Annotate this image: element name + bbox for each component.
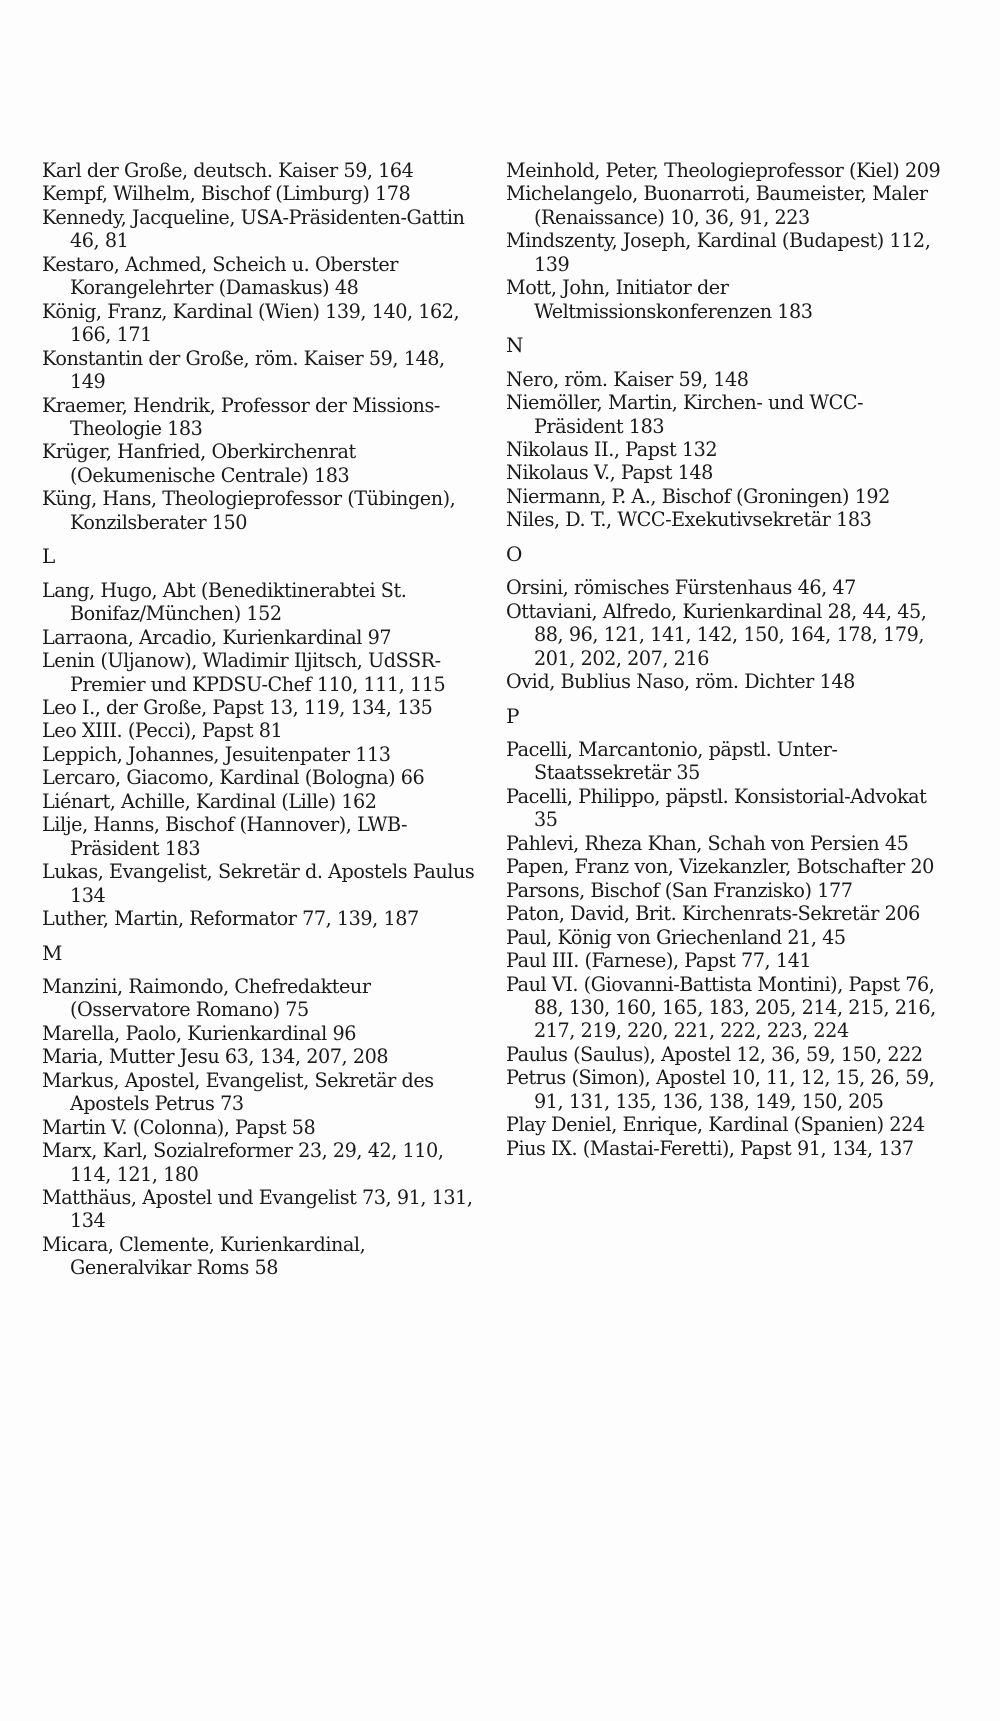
index-entry: Paul, König von Griechenland 21, 45 xyxy=(506,925,846,949)
index-entry: Niemöller, Martin, Kirchen- und WCC-Präsident 183 xyxy=(506,391,864,438)
index-entry: Michelangelo, Buonarroti, Baumeister, Maler (Renaissance) 10, 36, 91, 223 xyxy=(506,182,928,229)
index-entry: Kennedy, Jacqueline, USA-Präsidenten-Gattin 46, 81 xyxy=(42,205,465,253)
index-entry: Paulus (Saulus), Apostel 12, 36, 59, 150, 222 xyxy=(506,1042,923,1066)
index-entry: Markus, Apostel, Evangelist, Sekretär des Apostels Petrus 73 xyxy=(42,1068,434,1116)
index-entry: Paton, David, Brit. Kirchenrats-Sekretär 206 xyxy=(506,902,920,926)
index-column-left xyxy=(42,159,482,1280)
index-entry: Küng, Hans, Theologieprofessor (Tübingen), Konzilsberater 150 xyxy=(42,487,456,534)
index-entry: Micara, Clemente, Kurienkardinal, Generalvikar Roms 58 xyxy=(42,1232,366,1280)
index-entry: Lercaro, Giacomo, Kardinal (Bologna) 66 xyxy=(42,766,425,790)
index-entry: Ottaviani, Alfredo, Kurienkardinal 28, 44, 45, 88, 96, 121, 141, 142, 150, 164, 178, 179, 201, 202, 207, 216 xyxy=(506,599,927,670)
index-entry: Kempf, Wilhelm, Bischof (Limburg) 178 xyxy=(42,182,411,206)
index-entry: Parsons, Bischof (San Franzisko) 177 xyxy=(506,878,853,902)
index-entry: Leo I., der Große, Papst 13, 119, 134, 135 xyxy=(42,695,433,719)
index-entry: Lukas, Evangelist, Sekretär d. Apostels Paulus 134 xyxy=(42,860,475,907)
index-section-letter: O xyxy=(506,541,522,566)
index-entry: Petrus (Simon), Apostel 10, 11, 12, 15, 26, 59, 91, 131, 135, 136, 138, 149, 150, 205 xyxy=(506,1066,935,1113)
index-entry: König, Franz, Kardinal (Wien) 139, 140, 162, 166, 171 xyxy=(42,299,460,347)
index-entry: Ovid, Bublius Naso, röm. Dichter 148 xyxy=(506,670,855,694)
index-section-letter: N xyxy=(506,333,524,358)
index-entry: Pacelli, Marcantonio, päpstl. Unter-Staatssekretär 35 xyxy=(506,737,838,785)
index-entry: Nikolaus V., Papst 148 xyxy=(506,461,713,485)
index-entry: Karl der Große, deutsch. Kaiser 59, 164 xyxy=(42,159,414,182)
index-section-letter: L xyxy=(42,544,55,569)
index-entry: Kraemer, Hendrik, Professor der Missions-Theologie 183 xyxy=(42,393,440,440)
index-column-right xyxy=(506,159,946,1160)
index-entry: Pacelli, Philippo, päpstl. Konsistorial-Advokat 35 xyxy=(506,784,927,832)
index-entry: Pahlevi, Rheza Khan, Schah von Persien 45 xyxy=(506,831,909,855)
index-entry: Maria, Mutter Jesu 63, 134, 207, 208 xyxy=(42,1045,389,1069)
index-entry: Paul III. (Farnese), Papst 77, 141 xyxy=(506,949,812,973)
index-entry: Lang, Hugo, Abt (Benediktinerabtei St. Bonifaz/München) 152 xyxy=(42,578,407,626)
index-entry: Kestaro, Achmed, Scheich u. Oberster Korangelehrter (Damaskus) 48 xyxy=(42,252,399,300)
index-section-letter: M xyxy=(42,940,63,965)
index-entry: Marella, Paolo, Kurienkardinal 96 xyxy=(42,1021,356,1045)
index-entry: Matthäus, Apostel und Evangelist 73, 91, 131, 134 xyxy=(42,1186,473,1233)
index-entry: Lilje, Hanns, Bischof (Hannover), LWB-Präsident 183 xyxy=(42,813,408,860)
index-entry: Nikolaus II., Papst 132 xyxy=(506,437,718,461)
index-entry: Nero, röm. Kaiser 59, 148 xyxy=(506,367,749,391)
index-entry: Martin V. (Colonna), Papst 58 xyxy=(42,1115,316,1139)
index-entry: Larraona, Arcadio, Kurienkardinal 97 xyxy=(42,625,392,649)
index-entry: Mott, John, Initiator der Weltmissionskonferenzen 183 xyxy=(506,276,813,323)
index-entry: Papen, Franz von, Vizekanzler, Botschafter 20 xyxy=(506,855,934,879)
index-entry: Niles, D. T., WCC-Exekutivsekretär 183 xyxy=(506,508,872,532)
index-entry: Luther, Martin, Reformator 77, 139, 187 xyxy=(42,907,419,931)
index-entry: Paul VI. (Giovanni-Battista Montini), Papst 76, 88, 130, 160, 165, 183, 205, 214, 215, 216, 217, 219, 220, 221, 222, 223, 224 xyxy=(506,972,936,1043)
index-entry: Leo XIII. (Pecci), Papst 81 xyxy=(42,719,283,743)
index-entry: Marx, Karl, Sozialreformer 23, 29, 42, 110, 114, 121, 180 xyxy=(42,1139,444,1186)
index-entry: Orsini, römisches Fürstenhaus 46, 47 xyxy=(506,576,856,600)
index-section-letter: P xyxy=(506,703,520,728)
index-entry: Krüger, Hanfried, Oberkirchenrat (Oekumenische Centrale) 183 xyxy=(42,440,356,487)
index-entry: Konstantin der Große, röm. Kaiser 59, 148, 149 xyxy=(42,346,445,394)
index-entry: Leppich, Johannes, Jesuitenpater 113 xyxy=(42,742,391,766)
index-entry: Manzini, Raimondo, Chefredakteur (Osservatore Romano) 75 xyxy=(42,974,371,1022)
index-entry: Play Deniel, Enrique, Kardinal (Spanien) 224 xyxy=(506,1113,925,1137)
index-entry: Pius IX. (Mastai-Feretti), Papst 91, 134, 137 xyxy=(506,1136,914,1160)
index-entry: Meinhold, Peter, Theologieprofessor (Kiel) 209 xyxy=(506,159,941,182)
index-entry: Mindszenty, Joseph, Kardinal (Budapest) 112, 139 xyxy=(506,229,931,276)
index-entry: Niermann, P. A., Bischof (Groningen) 192 xyxy=(506,484,890,508)
index-entry: Lenin (Uljanow), Wladimir Iljitsch, UdSSR-Premier und KPDSU-Chef 110, 111, 115 xyxy=(42,649,446,696)
index-entry: Liénart, Achille, Kardinal (Lille) 162 xyxy=(42,789,377,813)
